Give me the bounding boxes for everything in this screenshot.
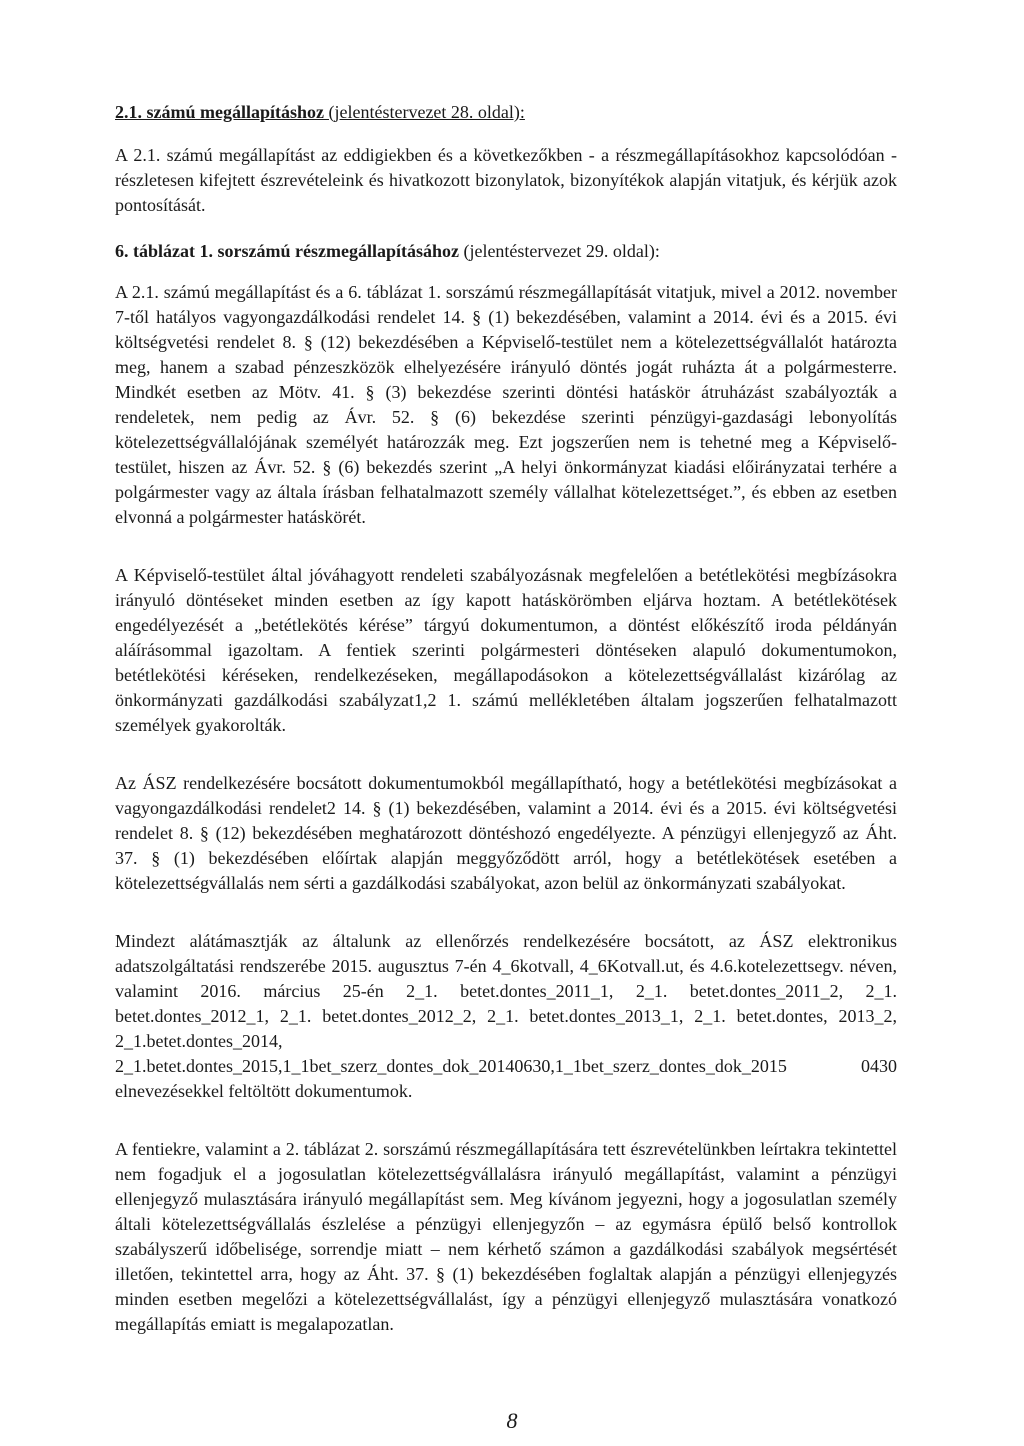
paragraph-2: A 2.1. számú megállapítást és a 6. táblázat 1. sorszámú részmegállapítását vitatjuk, mivel a 2012. november 7-től hatályos vagyongazdálkodási rendelet 14. § (1) bekezdésében, valamint a 2014. évi és a 2015. évi költségvetési rendelet 8. § (12) bekezdésében a Képviselő-testület nem a kötelezettségvállalót határozta meg, hanem a szabad pénzeszközök elhelyezésére irányuló döntés jogát ruházta át a polgármesterre. Mindkét esetben az Mötv. 41. § (3) bekezdése szerinti döntési hatáskör átruházást szabályozták a rendeletek, nem pedig az Ávr. 52. § (6) bekezdése szerinti pénzügyi-gazdasági lebonyolítás kötelezettségvállalójának személyét határozzák meg. Ezt jogszerűen nem is tehetné meg a Képviselő-testület, hiszen az Ávr. 52. § (6) bekezdés szerint „A helyi önkormányzat kiadási előirányzatai terhére a polgármester vagy az általa írásban felhatalmazott személy vállalhat kötelezettséget.”, és ebben az esetben elvonná a polgármester hatáskörét.	[115, 282, 897, 527]
section-heading-bold: 2.1. számú megállapításhoz	[115, 102, 324, 122]
section-heading-2-1	[115, 100, 897, 125]
paragraph-6: A fentiekre, valamint a 2. táblázat 2. sorszámú részmegállapítására tett észrevételünkben leírtakra tekintettel nem fogadjuk el a jogosulatlan kötelezettségvállalásra irányuló megállapítást, valamint a pénzügyi ellenjegyző mulasztására irányuló megállapítást sem. Meg kívánom jegyezni, hogy a jogosulatlan személy általi kötelezettségvállalás észlelése a pénzügyi ellenjegyzőn – az egymásra épülő belső kontrollok szabályszerű időbelisége, sorrendje miatt – nem kérhető számon a gazdálkodási szabályok megsértését illetően, tekintettel arra, hogy az Áht. 37. § (1) bekezdésében foglaltak alapján a pénzügyi ellenjegyzés minden esetben megelőzi a kötelezettségvállalást, így a pénzügyi ellenjegyző mulasztására vonatkozó megállapítás emiatt is megalapozatlan.	[115, 1139, 897, 1334]
section-heading-table-6	[115, 239, 897, 264]
paragraph-3: A Képviselő-testület által jóváhagyott rendeleti szabályozásnak megfelelően a betétlekötési megbízásokra irányuló döntéseket minden esetben az így kapott hatáskörömben eljárva hoztam. A betétlekötések engedélyezését a „betétlekötés kérése” tárgyú dokumentumon, a döntést előkészítő iroda példányán aláírásommal igazoltam. A fentiek szerinti polgármesteri döntéseken alapuló dokumentumokon, betétlekötési kéréseken, rendelkezéseken, megállapodásokon a kötelezettségvállalást kizárólag az önkormányzati gazdálkodási szabályzat1,2 1. számú mellékletében általam jogszerűen felhatalmazott személyek gyakorolták.	[115, 565, 897, 735]
paragraph-4: Az ÁSZ rendelkezésére bocsátott dokumentumokból megállapítható, hogy a betétlekötési megbízásokat a vagyongazdálkodási rendelet2 14. § (1) bekezdésében, valamint a 2014. évi és a 2015. évi költségvetési rendelet 8. § (12) bekezdésében meghatározott döntéshozó engedélyezte. A pénzügyi ellenjegyző az Áht. 37. § (1) bekezdésében előírtak alapján meggyőződött arról, hogy a betétlekötések esetében a kötelezettségvállalás nem sérti a gazdálkodási szabályokat, azon belül az önkormányzati szabályokat.	[115, 773, 897, 893]
paragraph-1: A 2.1. számú megállapítást az eddigiekben és a következőkben - a részmegállapításokhoz kapcsolódóan - részletesen kifejtett észrevételeink és hivatkozott bizonylatok, bizonyítékok alapján vitatjuk, és kérjük azok pontosítását.	[115, 145, 897, 215]
page-number: 8	[506, 1408, 518, 1433]
document-body	[115, 100, 897, 1337]
section-heading-bold: 6. táblázat 1. sorszámú részmegállapításához	[115, 241, 459, 261]
section-heading-reference: (jelentéstervezet 29. oldal):	[458, 241, 660, 261]
paragraph-5: Mindezt alátámasztják az általunk az ellenőrzés rendelkezésére bocsátott, az ÁSZ elektronikus adatszolgáltatási rendszerébe 2015. augusztus 7-én 4_6kotvall, 4_6Kotvall.ut, és 4.6.kotelezettsegv. néven, valamint 2016. március 25-én 2_1. betet.dontes_2011_1, 2_1. betet.dontes_2011_2, 2_1. betet.dontes_2012_1, 2_1. betet.dontes_2012_2, 2_1. betet.dontes_2013_1, 2_1. betet.dontes, 2013_2, 2_1.betet.dontes_2014, 2_1.betet.dontes_2015,1_1bet_szerz_dontes_dok_20140630,1_1bet_szerz_dontes_dok_2015 0430 elnevezésekkel feltöltött dokumentumok.	[115, 931, 897, 1101]
section-heading-reference: (jelentéstervezet 28. oldal):	[324, 102, 525, 122]
